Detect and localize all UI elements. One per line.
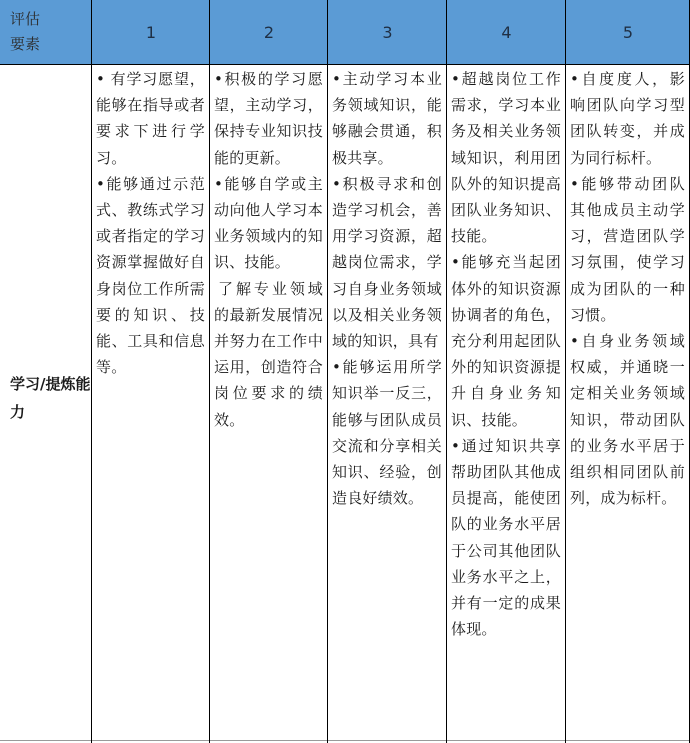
level-3-item: •主动学习本业务领域知识，能够融会贯通，积极共享。 (332, 70, 442, 167)
row-label-learning-ability: 学习/提炼能力 (10, 375, 91, 421)
level-5-item: •能够带动团队其他成员主动学习，营造团队学习氛围，使学习成为团队的一种习惯。 (570, 174, 685, 324)
header-level-1: 1 (145, 22, 157, 42)
level-4-item: •超越岗位工作需求，学习本业务及相关业务领域知识，利用团队外的知识提高团队业务知识、技能。 (451, 70, 561, 246)
level-4-item: •能够充当起团体外的知识资源协调者的角色，充分利用起团队外的知识资源提升自身业务知识、技能。 (451, 253, 561, 429)
level-3-cell (328, 66, 446, 511)
level-2-item: •积极的学习愿望，主动学习，保持专业知识技能的更新。 (214, 70, 323, 167)
level-1-cell (92, 66, 209, 380)
header-level-5: 5 (622, 22, 634, 42)
table-bottom-border (0, 740, 690, 741)
level-2-item: 了解专业领域的最新发展情况并努力在工作中运用，创造符合岗位要求的绩效。 (214, 279, 323, 429)
header-level-2: 2 (263, 22, 275, 42)
header-bottom-border (0, 64, 690, 65)
level-3-item: •积极寻求和创造学习机会，善用学习资源，超越岗位需求，学习自身业务领域以及相关业务领域的知识，具有 (332, 174, 442, 351)
level-2-cell (210, 66, 327, 433)
level-5-item: •自身业务领域权威，并通晓一定相关业务领域知识，带动团队的业务水平居于组织相同团队前列，成为标杆。 (570, 332, 685, 508)
level-1-item: • 有学习愿望，能够在指导或者要求下进行学习。 (96, 70, 205, 167)
level-4-cell (447, 66, 565, 642)
header-corner-cell: 评估 要素 (10, 10, 41, 53)
level-4-item: •通过知识共享帮助团队其他成员提高，能使团队的业务水平居于公司其他团队业务水平之上，并有一定的成果体现。 (451, 436, 561, 639)
level-2-item: •能够自学或主动向他人学习本业务领域内的知识、技能。 (214, 174, 323, 272)
level-3-item: •能够运用所学知识举一反三，能够与团队成员交流和分享相关知识、经验，创造良好绩效。 (332, 358, 442, 508)
header-level-4: 4 (501, 22, 512, 42)
header-level-3: 3 (382, 22, 393, 42)
level-5-cell (566, 66, 689, 511)
level-1-item: •能够通过示范式、教练式学习或者指定的学习资源掌握做好自身岗位工作所需要的知识、技能、工具和信息等。 (96, 174, 205, 377)
level-5-item: •自度度人，影响团队向学习型团队转变，并成为同行标杆。 (570, 70, 685, 167)
